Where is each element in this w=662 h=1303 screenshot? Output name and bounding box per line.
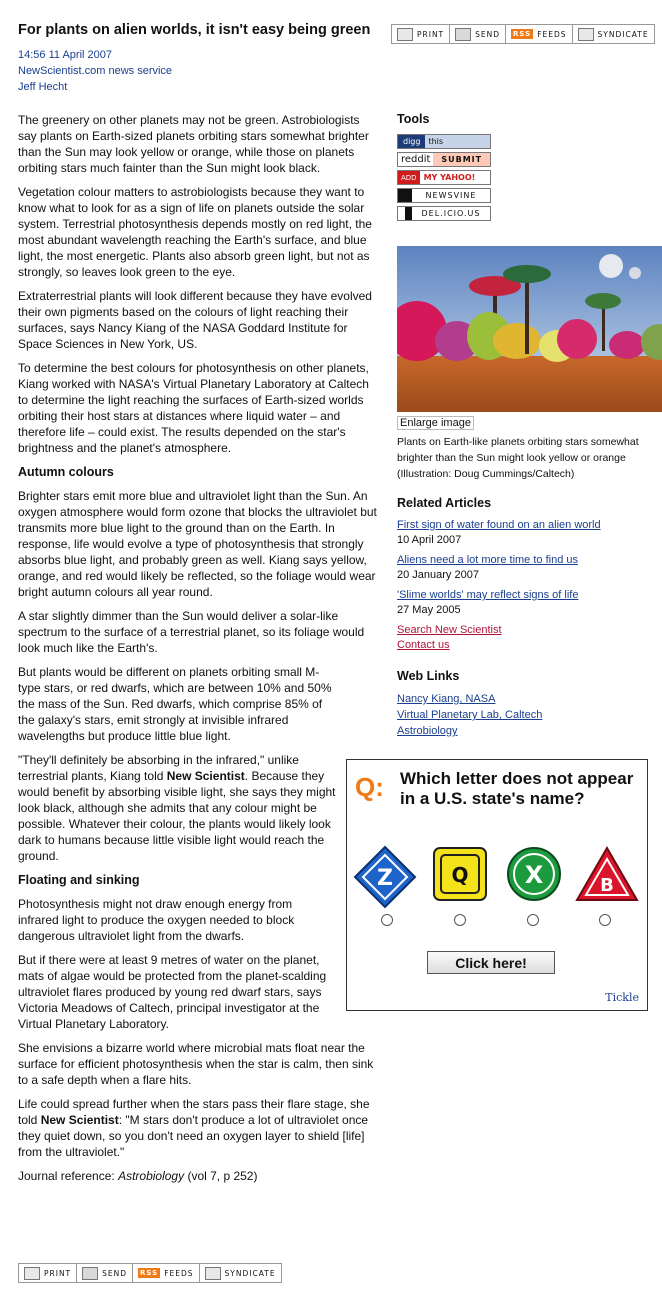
article-body [18,112,380,1192]
sidebar [397,112,651,739]
web-links [397,669,651,739]
feeds-button[interactable] [506,25,573,43]
paragraph [18,752,336,864]
search-link[interactable]: Search New Scientist [397,624,502,636]
syndicate-button[interactable] [200,1264,281,1282]
toolbar-bottom [18,1263,282,1283]
related-date: 20 January 2007 [397,569,479,581]
newsvine-label: NEWSVINE [425,191,477,200]
rss-icon: RSS [513,30,532,38]
send-button[interactable] [77,1264,133,1282]
choice-z-icon[interactable] [353,845,417,909]
text-span: Journal reference: [18,1169,119,1183]
printer-icon [24,1267,40,1280]
paragraph: But if there were at least 9 metres of water on the planet, mats of algae would be protected from the planet-scalding ultraviolet flares produced by young red dwarf stars, says Victoria Meadows of Caltech, principal investigator at the Virtual Planetary Laboratory. [18,953,327,1031]
subheading-autumn: Autumn colours [18,465,114,479]
paragraph [18,1096,380,1160]
print-label: PRINT [417,29,445,39]
text-span: (vol 7, p 252) [184,1169,258,1183]
syndicate-icon [205,1267,221,1280]
paragraph: Photosynthesis might not draw enough energy from infrared light to produce the oxygen needed to block dangerous ultraviolet light from the dwarfs. [18,897,295,943]
newsvine-icon [398,189,412,202]
printer-icon [397,28,413,41]
choice-x-icon[interactable] [505,845,563,903]
paragraph: But plants would be different on planets orbiting small M-type stars, or red dwarfs, which are between 10% and 50% the mass of the Sun. Red dwarfs, which comprise 85% of the galaxy's stars, emit strongly at invisible infrared wavelengths but produce little blue light. [18,665,332,743]
digg-button[interactable] [397,134,491,149]
delicious-label: DEL.ICIO.US [421,209,481,218]
journal-reference [18,1168,380,1184]
syndicate-button[interactable] [573,25,654,43]
choice-x-label: X [524,861,544,889]
delicious-icon [398,207,412,220]
radio-x[interactable] [527,914,539,926]
newsvine-button[interactable] [397,188,491,203]
print-button[interactable] [19,1264,77,1282]
paragraph: She envisions a bizarre world where microbial mats float near the surface for efficient photosynthesis when the star is calm, then sink to a safe depth when a flare hits. [18,1041,374,1087]
choice-z-label: Z [377,866,393,891]
feeds-button[interactable] [133,1264,200,1282]
weblink[interactable]: Virtual Planetary Lab, Caltech [397,709,543,721]
paragraph: Vegetation colour matters to astrobiologists because they want to know what to look for as a sign of life on planets outside the solar system. Terrestrial photosynthesis depends mostly on red light, the most abundant wavelength reaching the Earth's surface, and blue light, the most energetic. Plants also absorb green light, but not as strongly, so leaves look green to the eye. [18,185,372,279]
reddit-label: SUBMIT [433,153,490,166]
toolbar-top [391,24,655,44]
syndicate-icon [578,28,594,41]
syndicate-label: SYNDICATE [597,29,649,39]
choice-q-icon[interactable] [431,845,489,903]
alien-landscape-image [397,246,662,412]
publication-name: New Scientist [166,769,245,783]
text-span: . Because they would benefit by absorbing visible light, she says they might look black, although she admits that any colour might be possible. Whatever their colour, the plants would likely look dark to humans because little visible light would reach the ground. [18,769,336,863]
text-span: Life could spread further when the stars pass their flare stage, she told [18,1097,370,1127]
article-meta [18,47,172,95]
weblinks-heading: Web Links [397,669,460,683]
choice-b-icon[interactable] [575,845,639,903]
related-date: 27 May 2005 [397,604,461,616]
text-span: "They'll definitely be absorbing in the infrared," unlike terrestrial plants, Kiang told [18,753,299,783]
rss-icon: RSS [140,1269,159,1277]
related-date: 10 April 2007 [397,534,462,546]
article-date: 14:56 11 April 2007 [18,49,112,61]
article-author[interactable]: Jeff Hecht [18,81,68,93]
contact-link[interactable]: Contact us [397,639,450,651]
list-item [397,518,651,548]
reddit-button[interactable] [397,152,491,167]
envelope-icon [455,28,471,41]
envelope-icon [82,1267,98,1280]
radio-b[interactable] [599,914,611,926]
paragraph: The greenery on other planets may not be green. Astrobiologists say plants on Earth-sized planets orbiting stars somewhat brighter than the Sun may look yellow or orange, while those on planets orbiting stars much fainter than the Sun might look black. [18,113,369,175]
related-heading: Related Articles [397,496,492,510]
choice-b-label: B [600,875,614,896]
quiz-ad[interactable] [346,759,648,1011]
paragraph: A star slightly dimmer than the Sun would deliver a solar-like spectrum to the surface of a terrestrial planet, so its foliage would look much like the Earth's. [18,609,365,655]
list-item [397,553,651,583]
article-source[interactable]: NewScientist.com news service [18,65,173,77]
publication-name: New Scientist [40,1113,119,1127]
related-link[interactable]: First sign of water found on an alien world [397,519,601,531]
my-yahoo-button[interactable] [397,170,491,185]
related-articles [397,496,651,653]
tools-heading: Tools [397,112,430,126]
add-badge: ADD [398,171,420,184]
delicious-button[interactable] [397,206,491,221]
related-link[interactable]: Aliens need a lot more time to find us [397,554,578,566]
feeds-label: FEEDS [164,1268,194,1278]
paragraph: To determine the best colours for photosynthesis on other planets, Kiang worked with NASA's Virtual Planetary Laboratory at Caltech to determine the light reaching the surfaces of Earth-sized worlds orbiting their host stars at distances where liquid water – and therefore life – could exist. The results depended on the star's brightness and the planet's atmosphere. [18,361,369,455]
subheading-floating: Floating and sinking [18,873,140,887]
journal-name: Astrobiology [118,1169,185,1183]
quiz-question: Which letter does not appear in a U.S. state's name? [400,769,634,808]
print-label: PRINT [44,1268,72,1278]
reddit-logo: reddit [401,154,431,165]
article-title: For plants on alien worlds, it isn't easy being green [18,22,371,38]
paragraph: Extraterrestrial plants will look different because they have evolved their own pigments based on the colours of light reaching their surfaces, says Nancy Kiang of the NASA Goddard Institute for Space Sciences in New York, US. [18,289,372,351]
syndicate-label: SYNDICATE [224,1268,276,1278]
list-item [397,588,651,618]
choice-q-label: Q [451,863,469,887]
paragraph: Brighter stars emit more blue and ultraviolet light than the Sun. An oxygen atmosphere would form ozone that blocks the ultraviolet but transmits more blue light to the ground than on the Earth. In response, life would evolve a type of photosynthesis that strongly absorbs blue light, and probably green as well. Kiang says yellow, orange, and red would likely be reflected, so the foliage would wear bright autumn colours all year round. [18,489,377,599]
my-yahoo-label: MY YAHOO! [423,173,476,182]
related-link[interactable]: 'Slime worlds' may reflect signs of life [397,589,579,601]
tickle-logo[interactable]: Tickle [605,991,639,1004]
feeds-label: FEEDS [537,29,567,39]
radio-z[interactable] [381,914,393,926]
print-button[interactable] [392,25,450,43]
q-mark: Q: [355,772,384,802]
send-button[interactable] [450,25,506,43]
click-here-button[interactable]: Click here! [427,951,555,974]
text-span: : "M stars don't produce a lot of ultraviolet once they quiet down, so you don't need an oxygen layer to shield [life] from the ultraviolet." [18,1113,369,1159]
send-label: SEND [475,29,501,39]
digg-logo: digg [398,135,425,148]
weblink[interactable]: Astrobiology [397,725,458,737]
article-illustration[interactable] [397,246,662,412]
radio-q[interactable] [454,914,466,926]
enlarge-image-link[interactable]: Enlarge image [397,416,474,430]
image-caption: Plants on Earth-like planets orbiting stars somewhat brighter than the Sun might look yellow or orange (Illustration: Doug Cummings/Caltech) [397,436,639,480]
weblink[interactable]: Nancy Kiang, NASA [397,693,496,705]
send-label: SEND [102,1268,128,1278]
digg-label: this [428,137,444,146]
